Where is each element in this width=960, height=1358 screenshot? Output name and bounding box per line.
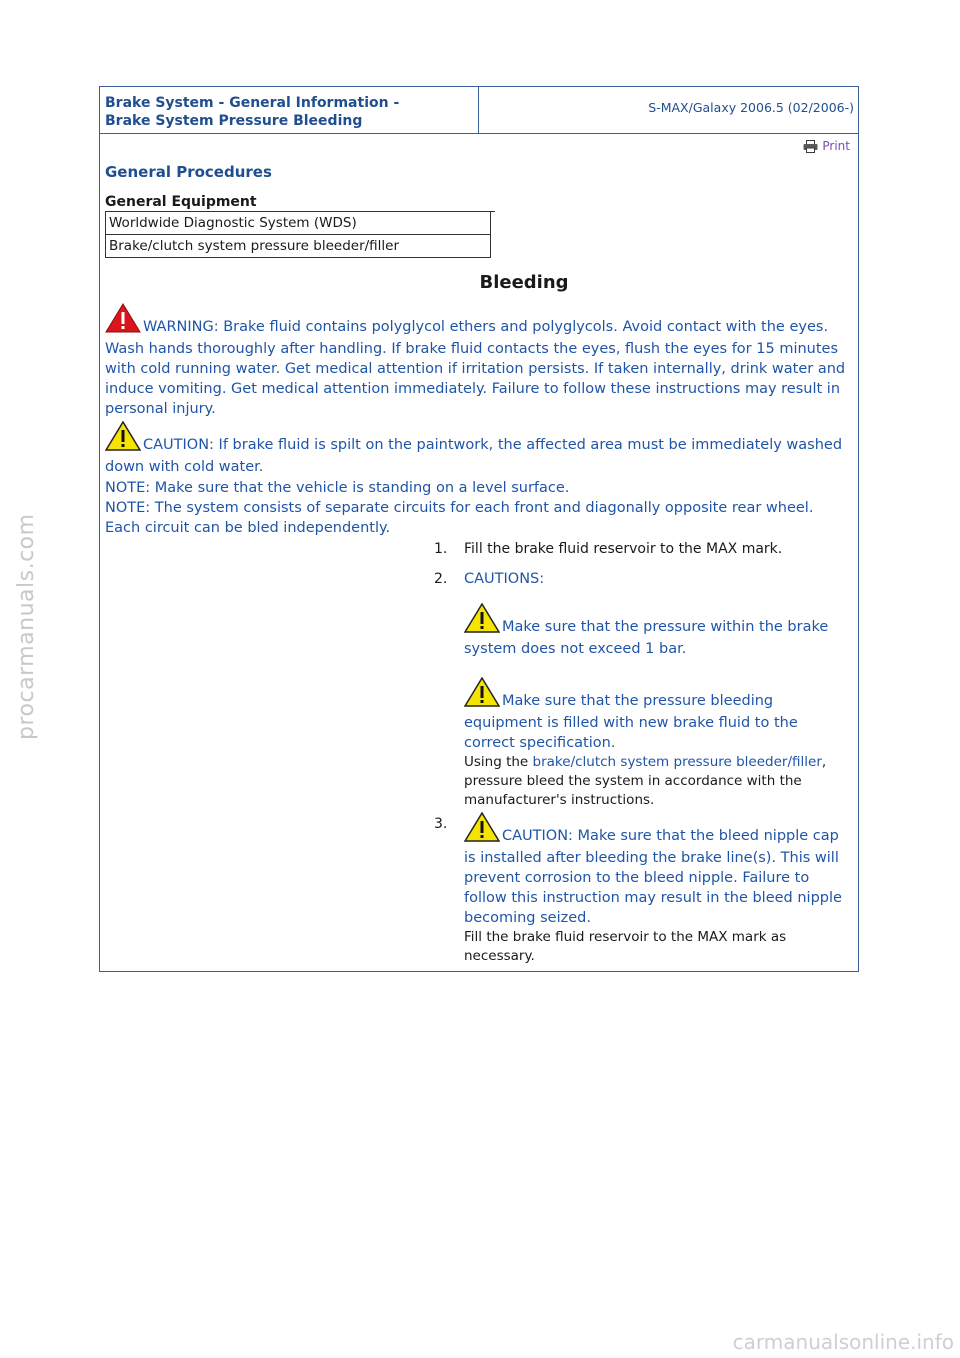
note-level-surface: NOTE: Make sure that the vehicle is standing on a level surface. [105,480,570,496]
procedures-title: General Procedures [105,163,272,181]
equipment-title: General Equipment [105,194,257,210]
step-text: Fill the brake fluid reservoir to the MAX mark. [464,541,783,557]
cautions-heading: CAUTIONS: [464,571,545,587]
section-title: Bleeding [479,272,569,293]
equipment-table [105,211,491,258]
table-row [106,212,491,235]
warning-text: WARNING: Brake fluid contains polyglycol ethers and polyglycols. Avoid contact with the eyes. Wash hands thoroughly after handling. If brake fluid contacts the eyes, flush the eyes for 15 minutes with cold running water. Get medical attention if irritation persists. If taken internally, drink water and induce vomiting. Get medical attention immediately. Failure to follow these instructions may result in personal injury. [105,319,846,417]
caution-text: Make sure that the pressure within the brake system does not exceed 1 bar. [464,619,829,657]
print-link[interactable] [803,139,850,153]
caution-new-fluid [464,677,844,753]
document-page [99,86,859,972]
step-number: 2. [434,571,448,587]
header-divider [478,87,479,133]
table-border-tick [491,211,495,212]
caution-yellow-icon [464,812,500,848]
equipment-item: Worldwide Diagnostic System (WDS) [106,212,491,235]
step-instruction: Fill the brake fluid reservoir to the MAX mark as necessary. [464,929,787,964]
print-label[interactable]: Print [822,139,850,153]
step-number: 3. [434,816,448,832]
caution-yellow-icon [105,421,141,457]
caution-block [105,421,850,477]
caution-text: Make sure that the pressure bleeding equipment is filled with new brake fluid to the correct specification. [464,693,798,751]
warning-block [105,303,850,419]
vehicle-model: S-MAX/Galaxy 2006.5 (02/2006-) [648,100,854,115]
side-watermark: procarmanuals.com [14,513,39,740]
caution-text: CAUTION: Make sure that the bleed nipple cap is installed after bleeding the brake line(s). This will prevent corrosion to the bleed nipple. Failure to follow this instruction may result in the bleed nipple becoming seized. [464,828,842,926]
caution-yellow-icon [464,603,500,639]
title-line-1: Brake System - General Information - [105,95,400,111]
step-instruction: Using the brake/clutch system pressure bleeder/filler, pressure bleed the system in accordance with the manufacturer's instructions. [464,754,827,808]
bottom-watermark: carmanualsonline.info [732,1330,954,1354]
step-body [464,569,844,810]
table-row [106,235,491,258]
step-body [464,812,844,966]
warning-red-icon [105,303,141,339]
equipment-item: Brake/clutch system pressure bleeder/filler [106,235,491,258]
printer-icon [803,140,818,153]
caution-yellow-icon [464,677,500,713]
bleeder-filler-link[interactable]: brake/clutch system pressure bleeder/filler [532,754,822,770]
note-separate-circuits: NOTE: The system consists of separate circuits for each front and diagonally opposite rear wheel. Each circuit can be bled independently. [105,500,814,536]
caution-pressure-limit [464,603,844,659]
document-title [105,94,475,130]
step-number: 1. [434,541,448,557]
title-line-2: Brake System Pressure Bleeding [105,113,363,129]
caution-nipple-cap [464,812,844,928]
document-header [100,87,858,134]
caution-text: CAUTION: If brake fluid is spilt on the paintwork, the affected area must be immediately washed down with cold water. [105,437,843,475]
